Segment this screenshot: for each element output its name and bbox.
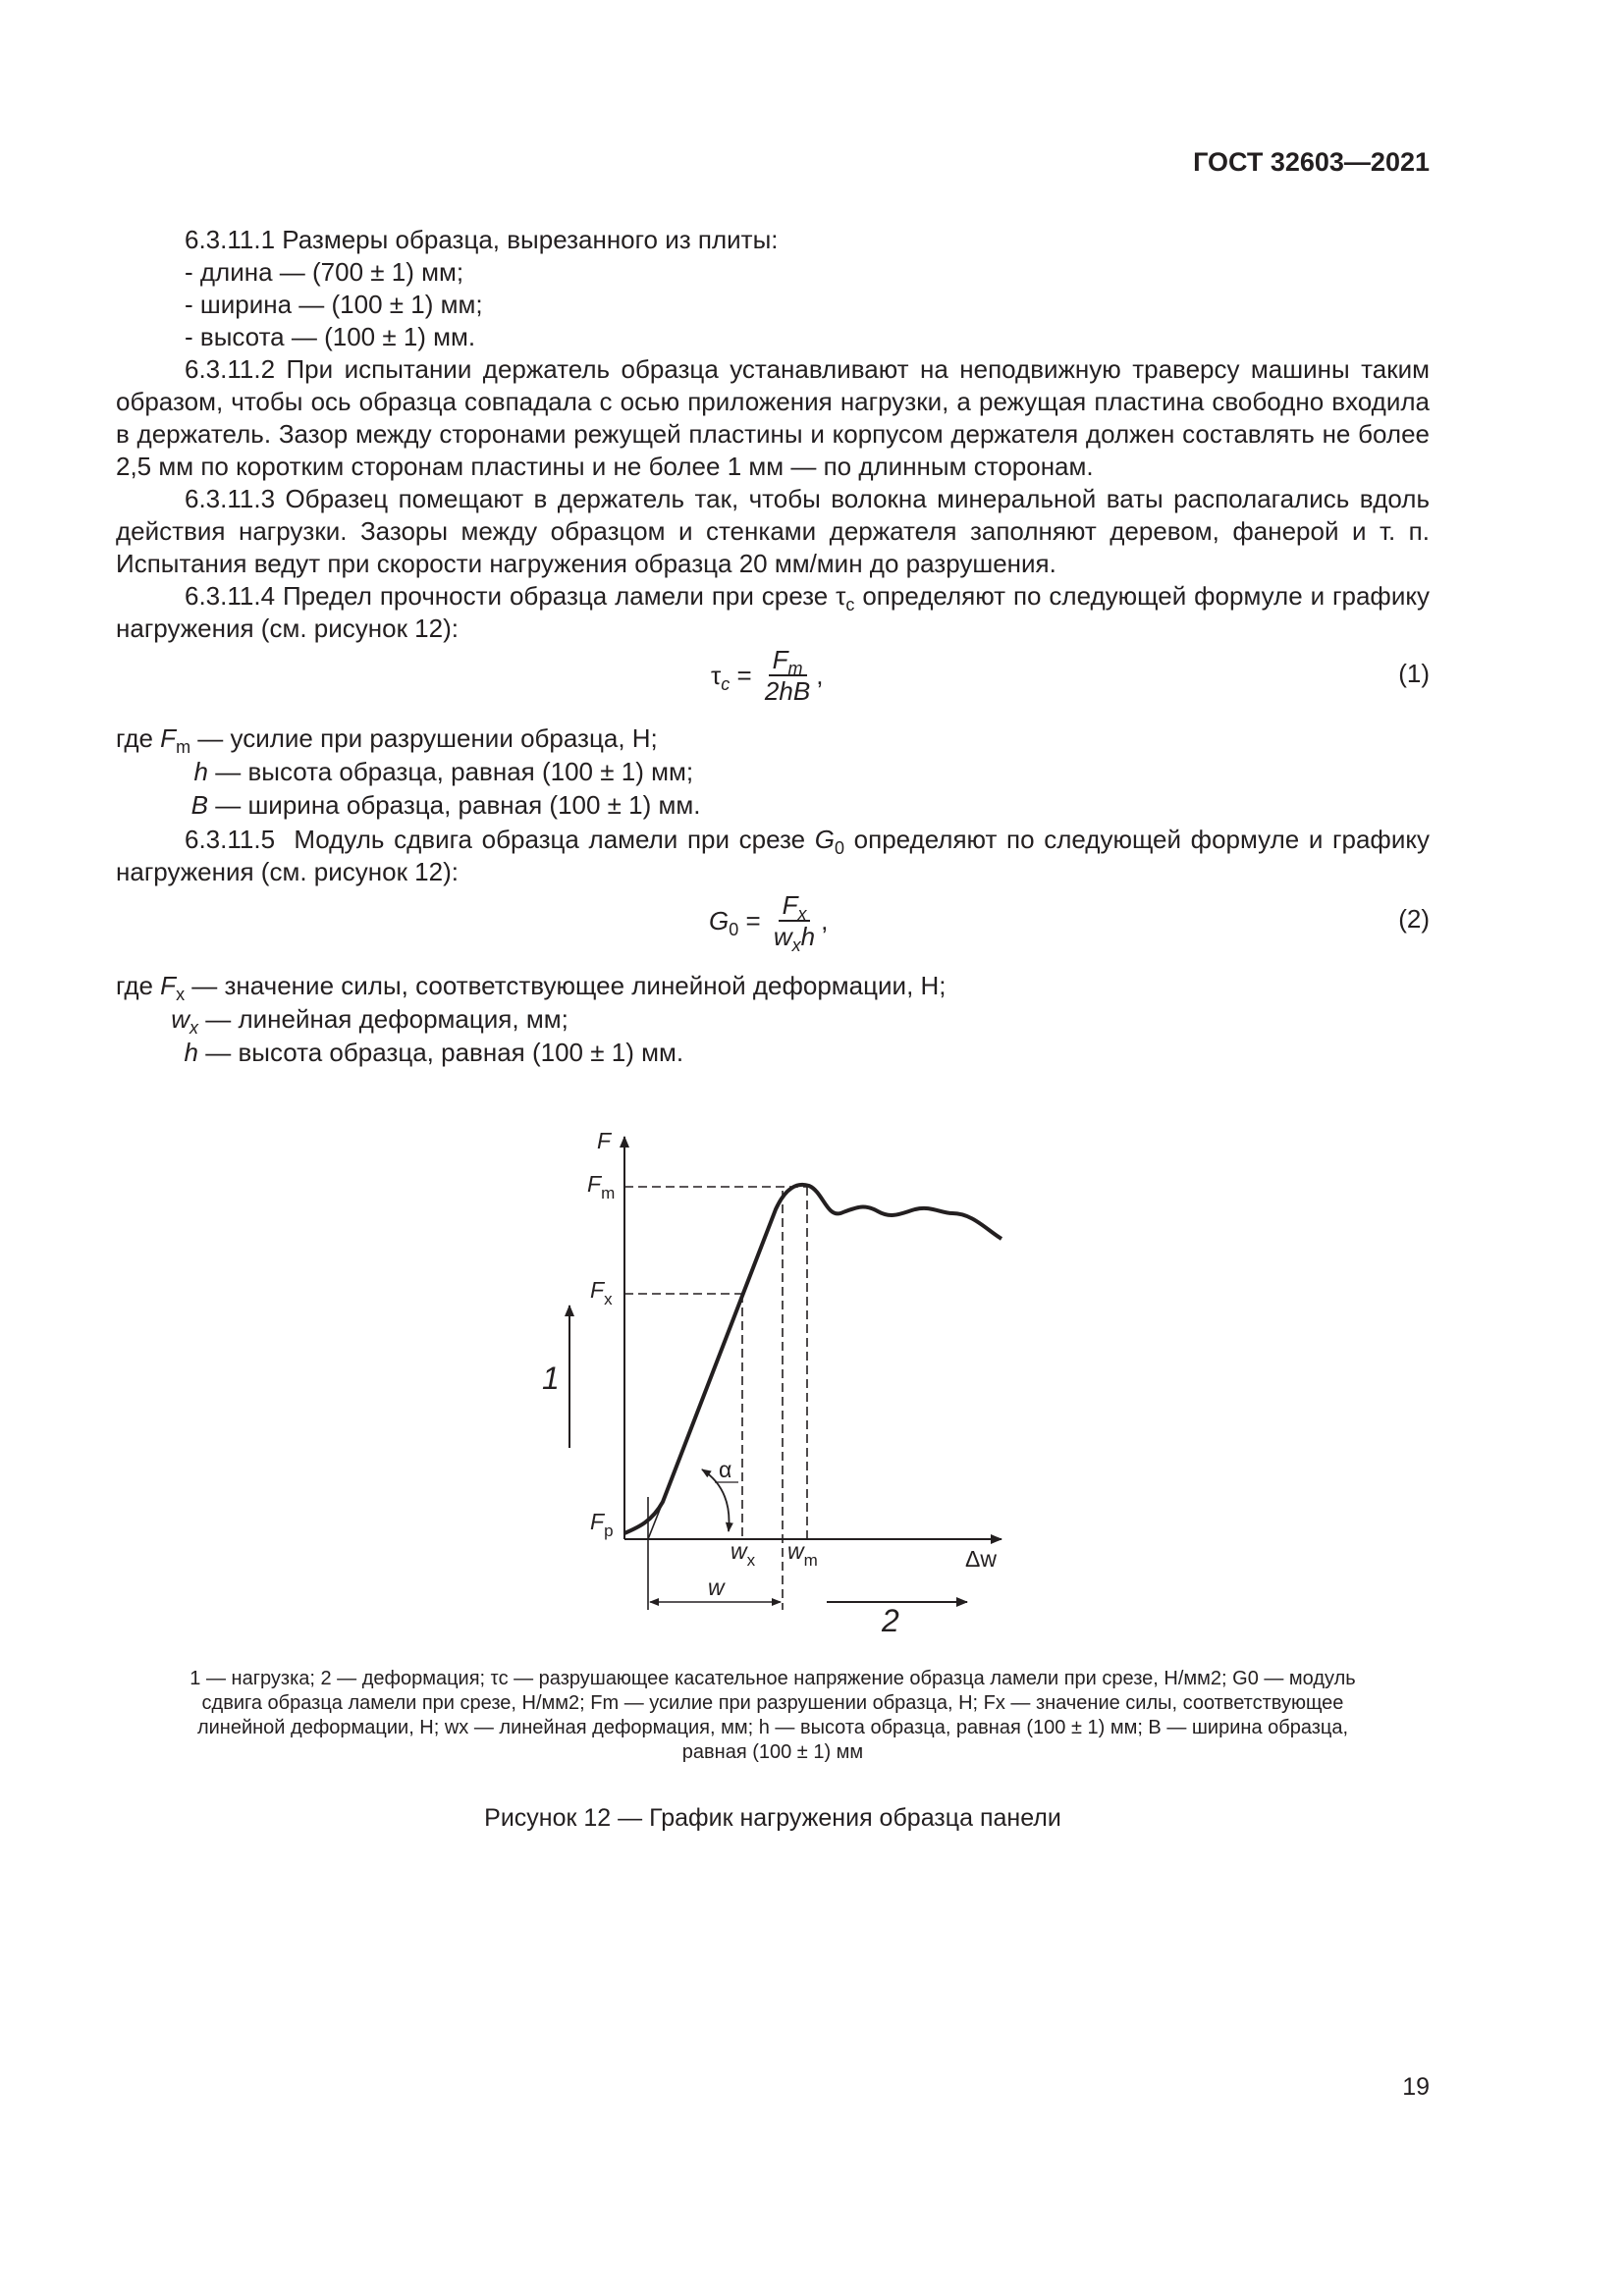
paragraph-6-3-11-5: 6.3.11.5 Модуль сдвига образца ламели при срезе $G_0$ определяют по следующей формуле и графику нагружения (см. рисунок 12):: [116, 825, 1431, 886]
wm-label: $w_m$: [787, 1538, 818, 1570]
formula1-eq: =: [730, 660, 759, 690]
where2-row-fx: где $F_x$ — значение силы, соответствующее линейной деформации, Н;: [116, 971, 947, 1004]
tangent-line: [648, 1487, 669, 1539]
where1-row-h: h — высота образца, равная (100 ± 1) мм;: [193, 757, 694, 786]
figure-caption: Рисунок 12 — График нагружения образца панели: [484, 1804, 1061, 1832]
delta-w-label: Δw: [965, 1546, 997, 1572]
paragraph-6-3-11-2: 6.3.11.2 При испытании держатель образца устанавливают на неподвижную траверсу машины таким образом, чтобы ось образца совпадала с осью приложения нагрузки, а режущая пластина свободно входила в держатель. Зазор между сторонами режущей пластины и корпусом держателя должен составлять не более 2,5 мм по коротким сторонам пластины и не более 1 мм — по длинным сторонам.: [116, 354, 1430, 481]
where1-row-b: B — ширина образца, равная (100 ± 1) мм.: [190, 790, 701, 820]
legend-line-3: линейной деформации, Н; wx — линейная деформация, мм; h — высота образца, равная (100 ± 1) мм; B — ширина образца,: [196, 1717, 1349, 1738]
legend-line-4: равная (100 ± 1) мм: [681, 1741, 864, 1763]
list-item-height: - высота — (100 ± 1) мм.: [185, 322, 476, 351]
document-id: ГОСТ 32603—2021: [1193, 147, 1430, 177]
fx-label: $F_x$: [590, 1277, 613, 1308]
wx-label: $w_x$: [731, 1538, 756, 1570]
alpha-label: α: [719, 1457, 732, 1482]
legend-line-2: сдвига образца ламели при срезе, Н/мм2; Fm — усилие при разрушении образца, Н; Fx — значение силы, соответствующее: [201, 1692, 1344, 1714]
fp-label: $F_p$: [590, 1509, 614, 1540]
w-label: w: [708, 1575, 725, 1600]
where2-row-wx: $w_x$ — линейная деформация, мм;: [171, 1004, 568, 1038]
formula2-denominator: $w_xh$: [773, 922, 816, 955]
paragraph-6-3-11-4: 6.3.11.4 Предел прочности образца ламели при срезе $\tau_c$ определяют по следующей формуле и графику нагружения (см. рисунок 12):: [116, 581, 1431, 643]
load-curve: [624, 1185, 1001, 1533]
label-2: 2: [882, 1603, 899, 1638]
formula1-numerator: $F_m$: [769, 645, 807, 676]
formula2-numerator: $F_x$: [779, 890, 811, 922]
where2-row-h: h — высота образца, равная (100 ± 1) мм.: [184, 1038, 684, 1067]
label-1: 1: [542, 1361, 560, 1396]
formula2-lhs: $G_0$: [709, 905, 739, 939]
formula1-lhs: $\tau_c$: [711, 660, 731, 694]
page-number: 19: [1402, 2073, 1430, 2101]
formula2-number: (2): [1398, 904, 1430, 934]
fm-label: $F_m$: [587, 1171, 616, 1202]
paragraph-6-3-11-1: 6.3.11.1 Размеры образца, вырезанного из плиты:: [185, 225, 779, 254]
formula2-tail: ,: [821, 905, 829, 935]
formula1-denominator: 2hB: [764, 676, 811, 706]
formula2-eq: =: [738, 905, 768, 935]
formula1-tail: ,: [816, 660, 824, 690]
legend-line-1: 1 — нагрузка; 2 — деформация; τc — разрушающее касательное напряжение образца ламели при срезе, Н/мм2; G0 — модуль: [189, 1668, 1356, 1689]
formula1-number: (1): [1398, 659, 1430, 688]
figure-legend: [116, 1667, 1430, 1765]
list-item-length: - длина — (700 ± 1) мм;: [185, 257, 464, 287]
axis-f-label: F: [597, 1128, 612, 1153]
where1-row-fm: где $F_m$ — усилие при разрушении образца, Н;: [116, 723, 658, 757]
list-item-width: - ширина — (100 ± 1) мм;: [185, 290, 483, 319]
paragraph-6-3-11-3: 6.3.11.3 Образец помещают в держатель так, чтобы волокна минеральной ваты располагались вдоль действия нагрузки. Зазоры между образцом и стенками держателя заполняют деревом, фанерой и т. п. Испытания ведут при скорости нагружения образца 20 мм/мин до разрушения.: [116, 484, 1430, 578]
